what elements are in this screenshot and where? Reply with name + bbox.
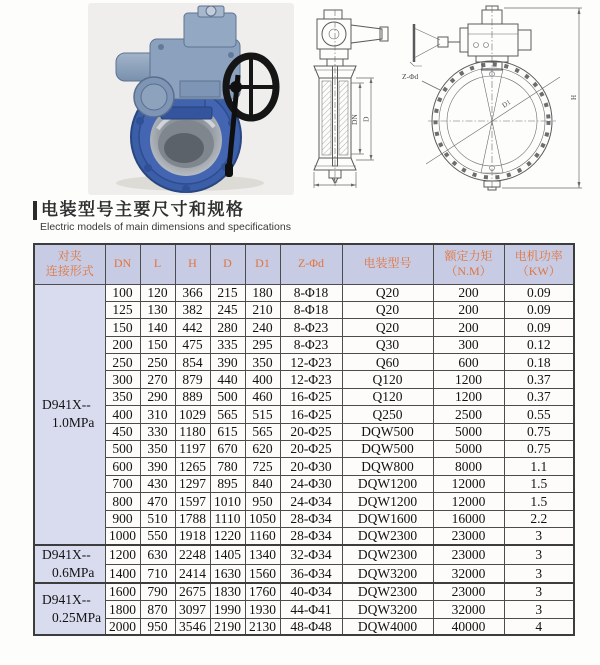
table-cell: 2130 [245, 618, 280, 635]
table-cell: 40-Φ34 [280, 583, 342, 600]
table-cell: 8-Φ18 [280, 301, 342, 318]
table-cell: 32000 [433, 564, 504, 583]
table-cell: 8-Φ18 [280, 284, 342, 301]
dim-label-l: L [333, 175, 338, 185]
table-cell: 840 [245, 475, 280, 492]
table-cell: 32-Φ34 [280, 545, 342, 564]
table-cell: 500 [210, 388, 245, 405]
table-cell: 5000 [433, 441, 504, 458]
product-photo [88, 3, 294, 195]
table-cell: 1200 [433, 388, 504, 405]
table-cell: 1200 [433, 371, 504, 388]
table-cell: 382 [175, 301, 210, 318]
table-cell: 4 [504, 618, 574, 635]
table-row [34, 475, 574, 492]
table-header-row [34, 244, 574, 284]
table-cell: 900 [105, 510, 140, 527]
table-cell: Q20 [342, 301, 433, 318]
table-cell: Q250 [342, 406, 433, 423]
table-cell: 670 [210, 441, 245, 458]
table-cell: 350 [140, 441, 175, 458]
table-cell: 200 [433, 301, 504, 318]
table-cell: DQW1600 [342, 510, 433, 527]
table-cell: 1930 [245, 601, 280, 618]
table-cell: 0.09 [504, 319, 574, 336]
table-cell: 0.75 [504, 441, 574, 458]
title-block [33, 200, 291, 233]
table-cell: 620 [245, 441, 280, 458]
side-section-drawing [294, 8, 396, 192]
table-cell: 390 [210, 354, 245, 371]
table-cell: 335 [210, 336, 245, 353]
row-group-label: D941X-- 0.6MPa [34, 545, 105, 583]
table-cell: 870 [140, 601, 175, 618]
table-cell: 2248 [175, 545, 210, 564]
table-cell: DQW1200 [342, 493, 433, 510]
table-cell: 3 [504, 527, 574, 544]
col-header-d1: D1 [245, 244, 280, 284]
table-cell: 12000 [433, 475, 504, 492]
table-cell: 245 [210, 301, 245, 318]
table-row [34, 441, 574, 458]
front-flange [426, 6, 560, 190]
table-cell: 300 [433, 336, 504, 353]
table-cell: 2500 [433, 406, 504, 423]
table-cell: 330 [140, 423, 175, 440]
row-group-label: D941X-- 0.25MPa [34, 583, 105, 635]
table-cell: 20-Φ30 [280, 458, 342, 475]
table-row [34, 527, 574, 544]
table-cell: 125 [105, 301, 140, 318]
table-cell: 400 [105, 406, 140, 423]
table-cell: 12-Φ23 [280, 354, 342, 371]
title-accent-bar [33, 201, 37, 220]
page-subtitle: Electric models of main dimensions and specifications [40, 221, 291, 234]
table-cell: 290 [140, 388, 175, 405]
table-cell: 0.37 [504, 371, 574, 388]
table-cell: 1405 [210, 545, 245, 564]
table-cell: Q30 [342, 336, 433, 353]
table-cell: 310 [140, 406, 175, 423]
table-cell: 1630 [210, 564, 245, 583]
table-cell: 1340 [245, 545, 280, 564]
table-cell: 550 [140, 527, 175, 544]
table-cell: DQW800 [342, 458, 433, 475]
table-cell: 889 [175, 388, 210, 405]
table-cell: 1990 [210, 601, 245, 618]
table-cell: 450 [105, 423, 140, 440]
table-cell: 200 [105, 336, 140, 353]
table-cell: 250 [105, 354, 140, 371]
table-cell: 1.5 [504, 493, 574, 510]
table-row [34, 423, 574, 440]
table-cell: 1160 [245, 527, 280, 544]
table-cell: 1297 [175, 475, 210, 492]
table-cell: 1050 [245, 510, 280, 527]
table-row [34, 493, 574, 510]
table-cell: 1.1 [504, 458, 574, 475]
table-cell: 1010 [210, 493, 245, 510]
table-cell: 500 [105, 441, 140, 458]
table-cell: 150 [140, 336, 175, 353]
table-cell: 28-Φ34 [280, 527, 342, 544]
table-cell: 1265 [175, 458, 210, 475]
table-cell: DQW3200 [342, 564, 433, 583]
table-cell: 3 [504, 583, 574, 600]
table-cell: 0.09 [504, 301, 574, 318]
col-header-l: L [140, 244, 175, 284]
table-cell: 1597 [175, 493, 210, 510]
table-cell: 400 [245, 371, 280, 388]
table-cell: 8000 [433, 458, 504, 475]
table-cell: 120 [140, 284, 175, 301]
table-cell: 0.12 [504, 336, 574, 353]
table-cell: 3 [504, 601, 574, 618]
table-cell: 430 [140, 475, 175, 492]
table-cell: 1110 [210, 510, 245, 527]
table-cell: 600 [105, 458, 140, 475]
table-cell: 950 [140, 618, 175, 635]
table-cell: 515 [245, 406, 280, 423]
table-cell: 270 [140, 371, 175, 388]
table-cell: 2190 [210, 618, 245, 635]
table-cell: 366 [175, 284, 210, 301]
table-cell: 215 [210, 284, 245, 301]
table-cell: 460 [245, 388, 280, 405]
table-cell: 150 [105, 319, 140, 336]
table-cell: 350 [245, 354, 280, 371]
col-header-power: 电机功率 （KW） [504, 244, 574, 284]
table-cell: 1197 [175, 441, 210, 458]
table-cell: 0.18 [504, 354, 574, 371]
table-cell: 3546 [175, 618, 210, 635]
table-cell: 23000 [433, 527, 504, 544]
table-cell: 23000 [433, 545, 504, 564]
table-cell: 8-Φ23 [280, 319, 342, 336]
table-cell: 950 [245, 493, 280, 510]
table-cell: 0.75 [504, 423, 574, 440]
table-cell: 130 [140, 301, 175, 318]
table-row [34, 319, 574, 336]
table-cell: Q60 [342, 354, 433, 371]
table-cell: 510 [140, 510, 175, 527]
table-cell: 40000 [433, 618, 504, 635]
spec-table-body [34, 284, 574, 635]
col-header-model: 电装型号 [342, 244, 433, 284]
table-cell: 615 [210, 423, 245, 440]
table-cell: 295 [245, 336, 280, 353]
side-valve-body [314, 10, 356, 186]
table-row [34, 510, 574, 527]
table-cell: 1180 [175, 423, 210, 440]
table-cell: 1.5 [504, 475, 574, 492]
col-header-torque: 额定力矩 （N.M） [433, 244, 504, 284]
front-view-drawing [400, 4, 596, 192]
table-cell: DQW4000 [342, 618, 433, 635]
table-cell: DQW3200 [342, 601, 433, 618]
table-cell: DQW2300 [342, 583, 433, 600]
table-cell: 790 [140, 583, 175, 600]
table-cell: 8-Φ23 [280, 336, 342, 353]
table-cell: 1600 [105, 583, 140, 600]
col-header-d: D [210, 244, 245, 284]
table-cell: 16-Φ25 [280, 406, 342, 423]
table-cell: Q20 [342, 284, 433, 301]
table-cell: 28-Φ34 [280, 510, 342, 527]
table-cell: 200 [433, 319, 504, 336]
table-cell: 800 [105, 493, 140, 510]
table-cell: 32000 [433, 601, 504, 618]
table-row [34, 545, 574, 564]
table-cell: Q120 [342, 371, 433, 388]
table-cell: 0.55 [504, 406, 574, 423]
table-cell: 24-Φ34 [280, 493, 342, 510]
table-cell: 1788 [175, 510, 210, 527]
table-row [34, 371, 574, 388]
table-cell: 565 [245, 423, 280, 440]
table-cell: 350 [105, 388, 140, 405]
dim-label-h: H [570, 94, 578, 100]
table-cell: 20-Φ25 [280, 423, 342, 440]
table-cell: 725 [245, 458, 280, 475]
table-row [34, 388, 574, 405]
table-cell: 36-Φ34 [280, 564, 342, 583]
table-cell: 1760 [245, 583, 280, 600]
table-cell: 2000 [105, 618, 140, 635]
spec-table [33, 243, 575, 636]
front-handwheel [410, 24, 460, 66]
table-row [34, 458, 574, 475]
dim-label-d1: D1 [500, 98, 513, 110]
table-row [34, 354, 574, 371]
table-cell: DQW500 [342, 423, 433, 440]
table-cell: 48-Φ48 [280, 618, 342, 635]
table-row [34, 336, 574, 353]
table-cell: 3 [504, 545, 574, 564]
table-cell: 1029 [175, 406, 210, 423]
table-cell: 390 [140, 458, 175, 475]
col-header-connection: 对夹 连接形式 [34, 244, 105, 284]
table-cell: Q120 [342, 388, 433, 405]
table-cell: 630 [140, 545, 175, 564]
table-cell: 710 [140, 564, 175, 583]
table-cell: 700 [105, 475, 140, 492]
table-cell: 780 [210, 458, 245, 475]
table-cell: DQW1200 [342, 475, 433, 492]
table-cell: 879 [175, 371, 210, 388]
col-header-h: H [175, 244, 210, 284]
table-cell: 2675 [175, 583, 210, 600]
table-cell: 442 [175, 319, 210, 336]
table-cell: 440 [210, 371, 245, 388]
table-cell: DQW500 [342, 441, 433, 458]
table-cell: 210 [245, 301, 280, 318]
table-cell: 895 [210, 475, 245, 492]
table-row [34, 583, 574, 600]
table-cell: 1918 [175, 527, 210, 544]
table-cell: Q20 [342, 319, 433, 336]
table-cell: 180 [245, 284, 280, 301]
table-cell: 475 [175, 336, 210, 353]
table-cell: 240 [245, 319, 280, 336]
table-row [34, 601, 574, 618]
table-cell: 5000 [433, 423, 504, 440]
table-cell: 2.2 [504, 510, 574, 527]
table-cell: DQW2300 [342, 527, 433, 544]
table-cell: 1000 [105, 527, 140, 544]
dim-label-dn: DN [350, 114, 359, 125]
table-cell: 100 [105, 284, 140, 301]
row-group-label: D941X-- 1.0MPa [34, 284, 105, 545]
table-row [34, 406, 574, 423]
table-cell: 2414 [175, 564, 210, 583]
table-cell: 1400 [105, 564, 140, 583]
table-cell: 16000 [433, 510, 504, 527]
table-cell: 300 [105, 371, 140, 388]
table-row [34, 284, 574, 301]
table-row [34, 301, 574, 318]
table-cell: 24-Φ30 [280, 475, 342, 492]
table-cell: 12-Φ23 [280, 371, 342, 388]
table-cell: 20-Φ25 [280, 441, 342, 458]
table-cell: 140 [140, 319, 175, 336]
table-cell: 200 [433, 284, 504, 301]
side-actuator [317, 10, 388, 66]
table-cell: 23000 [433, 583, 504, 600]
table-cell: 3 [504, 564, 574, 583]
table-cell: 1200 [105, 545, 140, 564]
table-cell: 280 [210, 319, 245, 336]
table-cell: 470 [140, 493, 175, 510]
front-actuator [460, 6, 531, 70]
table-cell: 1560 [245, 564, 280, 583]
table-cell: 16-Φ25 [280, 388, 342, 405]
col-header-zd: Z-Φd [280, 244, 342, 284]
dim-label-d: D [361, 116, 371, 122]
table-cell: 1220 [210, 527, 245, 544]
table-cell: DQW2300 [342, 545, 433, 564]
table-cell: 565 [210, 406, 245, 423]
table-cell: 0.09 [504, 284, 574, 301]
table-cell: 1830 [210, 583, 245, 600]
table-cell: 0.37 [504, 388, 574, 405]
table-cell: 1800 [105, 601, 140, 618]
dim-label-zd: Z-Φd [402, 72, 419, 81]
page-title: 电装型号主要尺寸和规格 [41, 200, 245, 219]
table-cell: 3097 [175, 601, 210, 618]
table-cell: 44-Φ41 [280, 601, 342, 618]
table-cell: 600 [433, 354, 504, 371]
table-cell: 854 [175, 354, 210, 371]
table-row [34, 618, 574, 635]
table-cell: 250 [140, 354, 175, 371]
table-row [34, 564, 574, 583]
col-header-dn: DN [105, 244, 140, 284]
table-cell: 12000 [433, 493, 504, 510]
